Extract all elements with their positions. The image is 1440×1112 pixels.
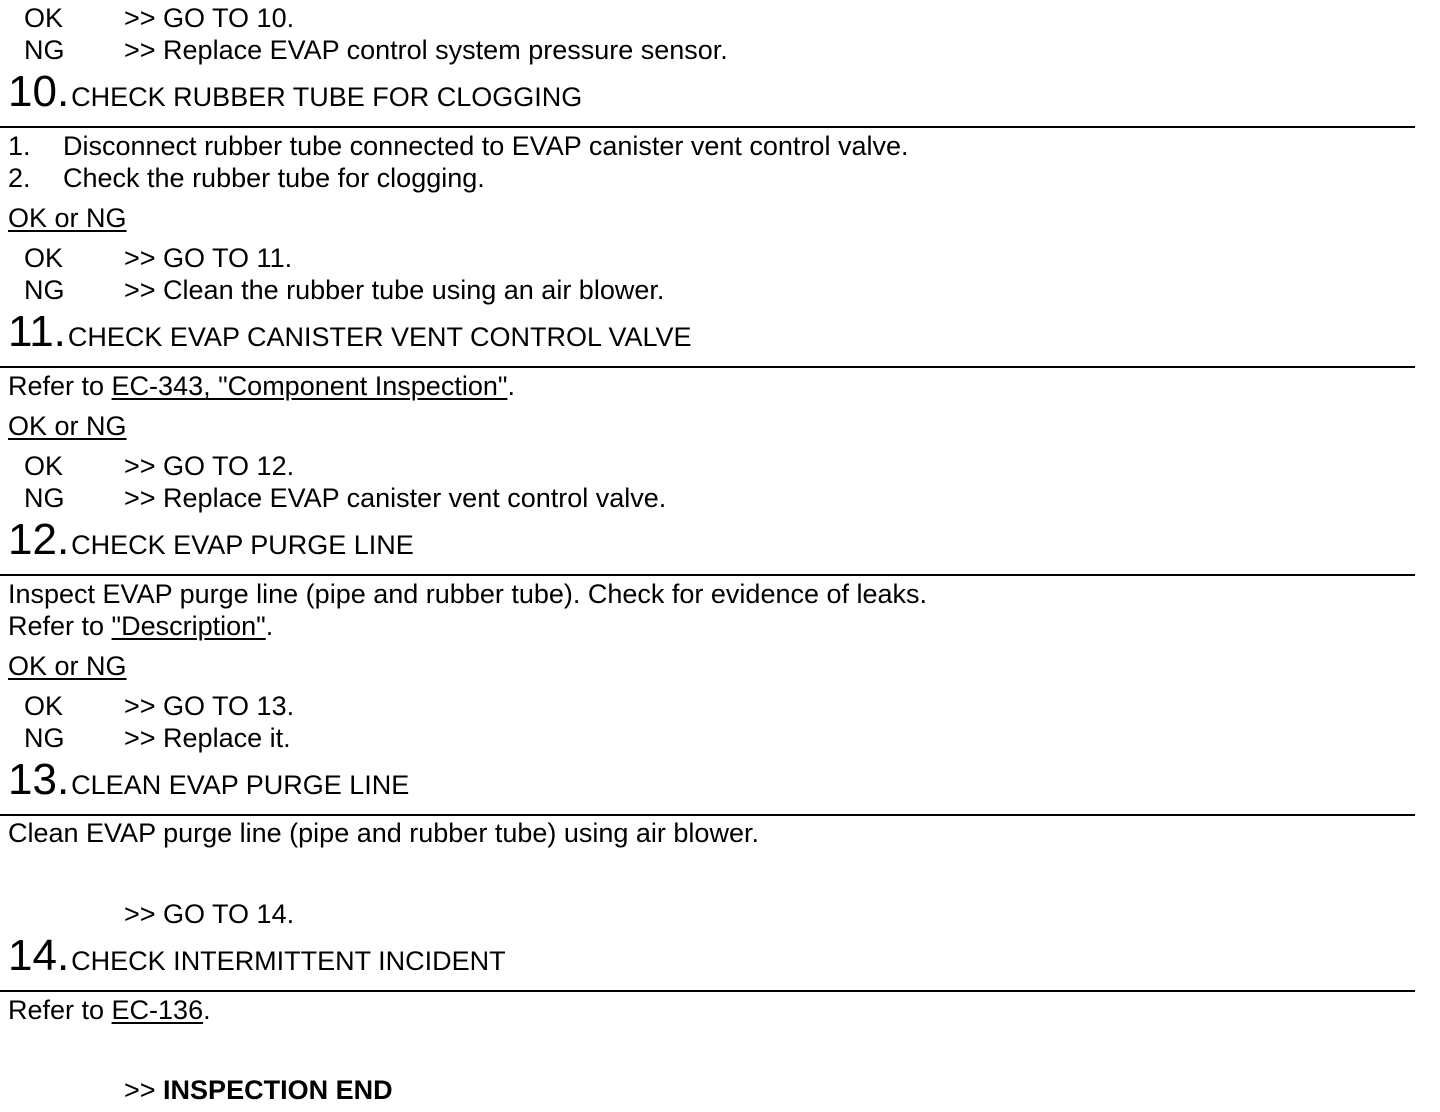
step-10-ok-or-ng: OK or NG [8,203,127,233]
step-10-heading [8,67,583,116]
step-12-refer-link[interactable]: "Description" [111,611,266,641]
inspection-end-text: INSPECTION END [163,1075,393,1105]
step-12-ng-result: >> Replace it. [124,723,291,753]
step-11-ok-or-ng: OK or NG [8,411,127,441]
step-14-refer-link[interactable]: EC-136 [111,995,204,1025]
step-10-item-2-text: Check the rubber tube for clogging. [63,163,485,193]
step-12-refer-suffix: . [265,611,274,641]
step-11-refer-prefix: Refer to [8,371,112,401]
step-14-divider [0,990,1415,992]
step-12-refer [8,610,273,642]
step-12-heading [8,515,414,564]
step-14-number: 14. [8,931,70,980]
step-13-heading [8,755,410,804]
step-12-divider [0,574,1415,576]
prev-ng-result: >> Replace EVAP control system pressure sensor. [124,35,728,65]
step-12-ok-label: OK [24,691,64,721]
prev-ok-result: >> GO TO 10. [124,3,295,33]
step-13-number: 13. [8,755,70,804]
step-14-title: CHECK INTERMITTENT INCIDENT [71,946,506,976]
step-12-refer-prefix: Refer to [8,611,112,641]
step-10-title: CHECK RUBBER TUBE FOR CLOGGING [71,82,583,112]
step-11-ng-label: NG [24,483,65,513]
step-10-number: 10. [8,67,70,116]
step-14-refer-prefix: Refer to [8,995,112,1025]
step-11-refer-suffix: . [507,371,515,401]
step-13-divider [0,814,1415,816]
step-14-refer [8,994,211,1026]
step-11-heading [8,307,692,356]
step-14-heading [8,931,506,980]
prev-ng-label: NG [24,35,65,65]
inspection-end [124,1074,393,1106]
step-10-item-2-number: 2. [8,163,31,193]
step-10-item-1-text: Disconnect rubber tube connected to EVAP canister vent control valve. [63,131,909,161]
inspection-end-prefix: >> [124,1075,164,1105]
prev-ok-label: OK [24,3,64,33]
step-10-item-1-number: 1. [8,131,31,161]
step-12-number: 12. [8,515,70,564]
step-10-divider [0,126,1415,128]
step-12-title: CHECK EVAP PURGE LINE [71,530,414,560]
step-14-refer-suffix: . [203,995,211,1025]
step-10-ok-label: OK [24,243,64,273]
step-13-text: Clean EVAP purge line (pipe and rubber tube) using air blower. [8,818,759,848]
step-10-ng-result: >> Clean the rubber tube using an air blower. [124,275,665,305]
step-10-ok-result: >> GO TO 11. [124,243,293,273]
step-12-ok-or-ng: OK or NG [8,651,127,681]
step-13-title: CLEAN EVAP PURGE LINE [71,770,410,800]
step-10-ng-label: NG [24,275,65,305]
step-11-refer [8,370,515,402]
step-11-ok-label: OK [24,451,64,481]
step-11-divider [0,366,1415,368]
step-11-ng-result: >> Replace EVAP canister vent control valve. [124,483,667,513]
step-10-item-1 [8,130,908,162]
step-12-ok-result: >> GO TO 13. [124,691,295,721]
step-11-refer-link[interactable]: EC-343, "Component Inspection" [111,371,508,401]
step-11-title: CHECK EVAP CANISTER VENT CONTROL VALVE [67,322,692,352]
step-11-number: 11. [8,307,66,356]
step-11-ok-result: >> GO TO 12. [124,451,295,481]
step-12-ng-label: NG [24,723,65,753]
step-12-text: Inspect EVAP purge line (pipe and rubber tube). Check for evidence of leaks. [8,579,928,609]
step-13-next: >> GO TO 14. [124,899,295,929]
step-10-item-2 [8,162,485,194]
